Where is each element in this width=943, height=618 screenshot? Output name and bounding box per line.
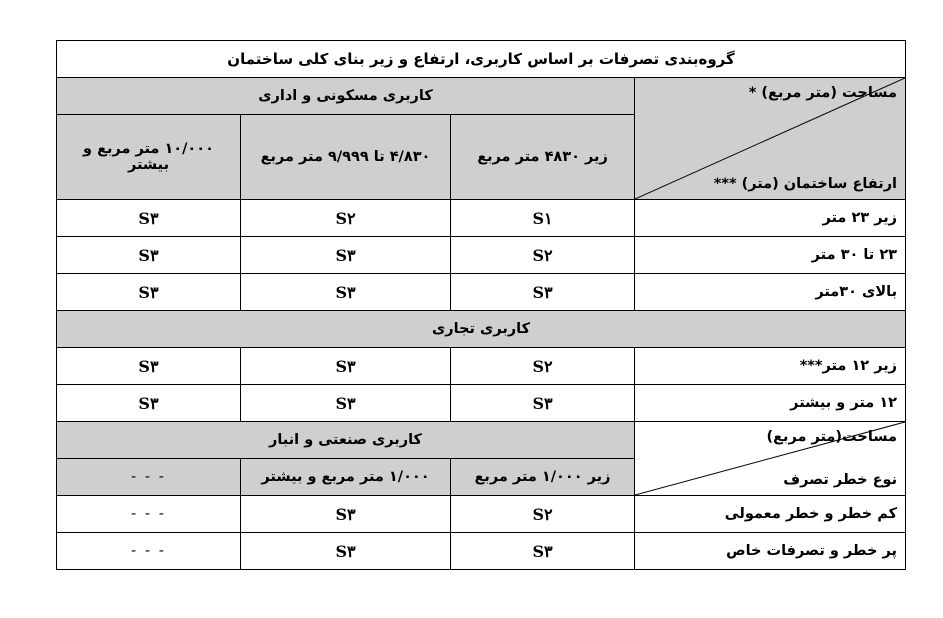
column-header: - - - xyxy=(57,459,241,496)
row-label: زیر ۲۳ متر xyxy=(635,200,906,237)
table-cell: S۲ xyxy=(451,237,635,274)
row-label: کم خطر و خطر معمولی xyxy=(635,496,906,533)
table-cell: S۳ xyxy=(57,200,241,237)
table-cell: S۳ xyxy=(57,348,241,385)
row-label: پر خطر و تصرفات خاص xyxy=(635,533,906,570)
height-header-label: ارتفاع ساختمان (متر) *** xyxy=(713,176,898,192)
table-cell: S۲ xyxy=(451,348,635,385)
column-header: زیر ۱/۰۰۰ متر مربع xyxy=(451,459,635,496)
table-cell: S۳ xyxy=(241,496,451,533)
table-row xyxy=(57,200,906,237)
row-label: ۲۳ تا ۳۰ متر xyxy=(635,237,906,274)
column-header: ۱/۰۰۰ متر مربع و بیشتر xyxy=(241,459,451,496)
row-label: ۱۲ متر و بیشتر xyxy=(635,385,906,422)
area-header-label: مساحت (متر مربع) * xyxy=(748,85,898,101)
table-cell: S۳ xyxy=(57,237,241,274)
table-row xyxy=(57,533,906,570)
occupancy-classification-table xyxy=(56,40,905,570)
hazard-type-header-label: نوع خطر تصرف xyxy=(783,472,898,488)
industrial-storage-group-header: کاربری صنعتی و انبار xyxy=(57,422,635,459)
table-cell: S۲ xyxy=(241,200,451,237)
column-header: ۱۰/۰۰۰ متر مربع و بیشتر xyxy=(57,115,241,200)
table-cell: S۳ xyxy=(451,533,635,570)
commercial-group-header: کاربری تجاری xyxy=(57,311,906,348)
table-cell: S۳ xyxy=(451,274,635,311)
table-row xyxy=(57,348,906,385)
column-header: ۴/۸۳۰ تا ۹/۹۹۹ متر مربع xyxy=(241,115,451,200)
residential-office-group-header: کاربری مسکونی و اداری xyxy=(57,78,635,115)
table-cell: S۳ xyxy=(241,533,451,570)
row-label: بالای ۳۰متر xyxy=(635,274,906,311)
table-cell: - - - xyxy=(57,533,241,570)
table-row xyxy=(57,496,906,533)
table-cell: S۳ xyxy=(451,385,635,422)
table-row xyxy=(57,385,906,422)
table-row xyxy=(57,274,906,311)
table-cell: S۱ xyxy=(451,200,635,237)
table-cell: S۳ xyxy=(57,385,241,422)
table-cell: S۲ xyxy=(451,496,635,533)
table-cell: S۳ xyxy=(241,385,451,422)
row-label: زیر ۱۲ متر*** xyxy=(635,348,906,385)
table-cell: S۳ xyxy=(241,237,451,274)
table-cell: - - - xyxy=(57,496,241,533)
diagonal-header-cell xyxy=(635,422,906,496)
area-header-label: مساحت(متر مربع) xyxy=(766,429,898,445)
table-title: گروه‌بندی تصرفات بر اساس کاربری، ارتفاع و زیر بنای کلی ساختمان xyxy=(57,41,906,78)
table-cell: S۳ xyxy=(241,274,451,311)
table-row xyxy=(57,237,906,274)
table-cell: S۳ xyxy=(241,348,451,385)
table-cell: S۳ xyxy=(57,274,241,311)
column-header: زیر ۴۸۳۰ متر مربع xyxy=(451,115,635,200)
diagonal-header-cell xyxy=(635,78,906,200)
